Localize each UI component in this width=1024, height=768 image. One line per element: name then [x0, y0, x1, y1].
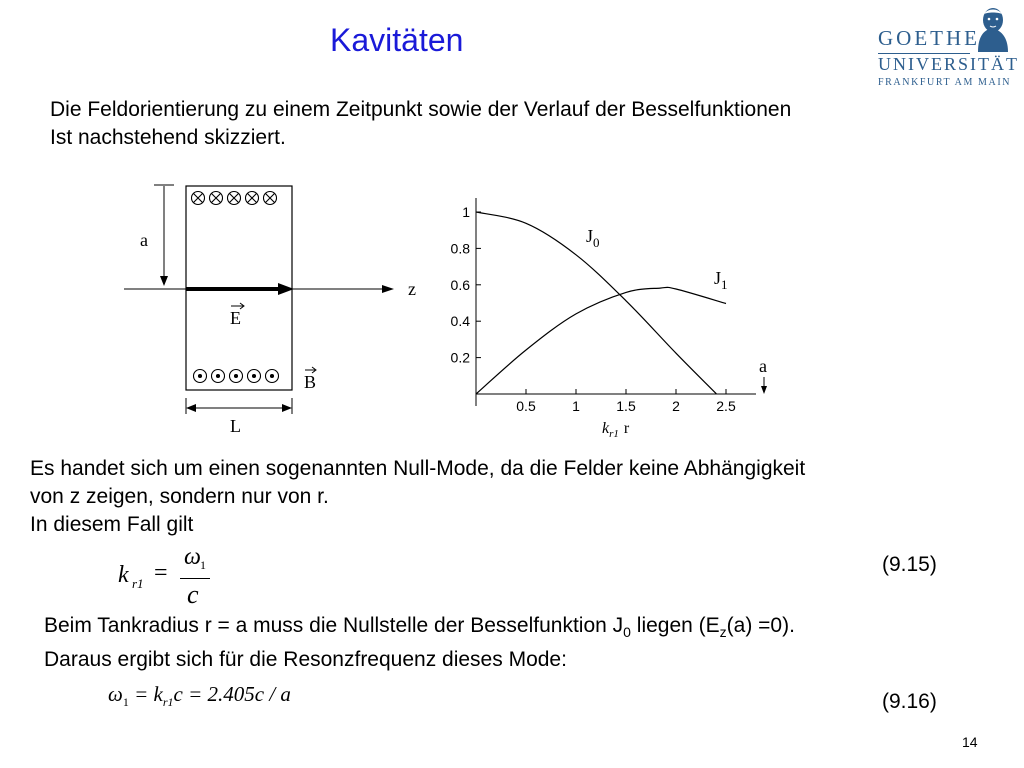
b-field-into-page	[192, 192, 277, 205]
equation-9-15	[118, 544, 218, 610]
body-line-3: In diesem Fall gilt	[30, 513, 194, 536]
series-J1-line	[476, 287, 726, 394]
dimension-L-arrow-left	[186, 404, 196, 412]
equation-9-16: $\omega_1 = k_{r1}c = 2.405c / a$	[108, 682, 291, 710]
x-axis-label: $k_{r1}$ r	[602, 420, 630, 440]
eq1-denominator: c	[187, 580, 199, 609]
label-a: a	[140, 230, 148, 250]
x-tick-label: 2.5	[716, 398, 736, 414]
y-tick-label: 0.2	[450, 349, 470, 366]
page-number: 14	[962, 734, 978, 750]
logo-line1: GOETHE	[878, 26, 980, 50]
eq1-k-sub: r1	[132, 576, 144, 591]
eq1-fraction-bar	[180, 578, 210, 579]
goethe-portrait-icon	[970, 6, 1016, 54]
b-field-out-of-page	[194, 370, 279, 383]
x-tick-label: 2	[672, 398, 680, 414]
x-tick-label: 0.5	[516, 398, 536, 414]
body-line-1: Es handet sich um einen sogenannten Null-Mode, da die Felder keine Abhängigkeit	[30, 457, 806, 480]
eq1-k: k	[118, 562, 129, 588]
annotation-a-arrowhead	[761, 386, 767, 394]
eq1-equals: =	[154, 560, 168, 586]
label-z: z	[408, 279, 416, 299]
page-title: Kavitäten	[330, 22, 464, 58]
series-J0-label: $J_0$	[586, 226, 600, 250]
annotation-a: a	[759, 356, 767, 376]
label-E: E	[230, 308, 241, 328]
label-L: L	[230, 416, 241, 436]
bessel-function-chart	[436, 198, 796, 444]
equation-number-9-15: (9.15)	[882, 553, 937, 576]
tank-line-1: Beim Tankradius r = a muss die Nullstelle der Besselfunktion $J_0$ liegen $(E_z(a) =0)$.	[44, 614, 795, 641]
body-paragraph	[30, 455, 805, 539]
series-J1-label: $J_1$	[714, 268, 728, 292]
y-tick-label: 0.6	[450, 276, 470, 293]
university-logo	[876, 26, 1019, 88]
y-tick-label: 0.4	[450, 313, 470, 330]
logo-line2: UNIVERSITÄT	[878, 54, 1019, 74]
dimension-a-arrowhead	[160, 276, 168, 286]
dimension-L-arrow-right	[282, 404, 292, 412]
y-tick-label: 0.8	[450, 240, 470, 257]
intro-line-1: Die Feldorientierung zu einem Zeitpunkt sowie der Verlauf der Besselfunktionen	[50, 98, 792, 121]
y-tick-label: 1	[462, 204, 470, 220]
label-B: B	[304, 372, 317, 392]
logo-line3: FRANKFURT AM MAIN	[878, 77, 1012, 88]
x-tick-label: 1	[572, 398, 580, 414]
z-axis-arrowhead	[382, 285, 394, 293]
eq1-numerator-sub: 1	[200, 558, 206, 572]
tank-paragraph	[44, 612, 795, 674]
intro-line-2: Ist nachstehend skizziert.	[50, 126, 286, 149]
eq1-numerator: ω	[184, 544, 201, 570]
x-tick-label: 1.5	[616, 398, 636, 414]
body-line-2: von z zeigen, sondern nur von r.	[30, 485, 329, 508]
tank-line-2: Daraus ergibt sich für die Resonzfrequenz dieses Mode:	[44, 648, 567, 672]
cavity-field-diagram	[118, 178, 428, 440]
intro-paragraph	[50, 96, 791, 152]
equation-number-9-16: (9.16)	[882, 690, 937, 713]
